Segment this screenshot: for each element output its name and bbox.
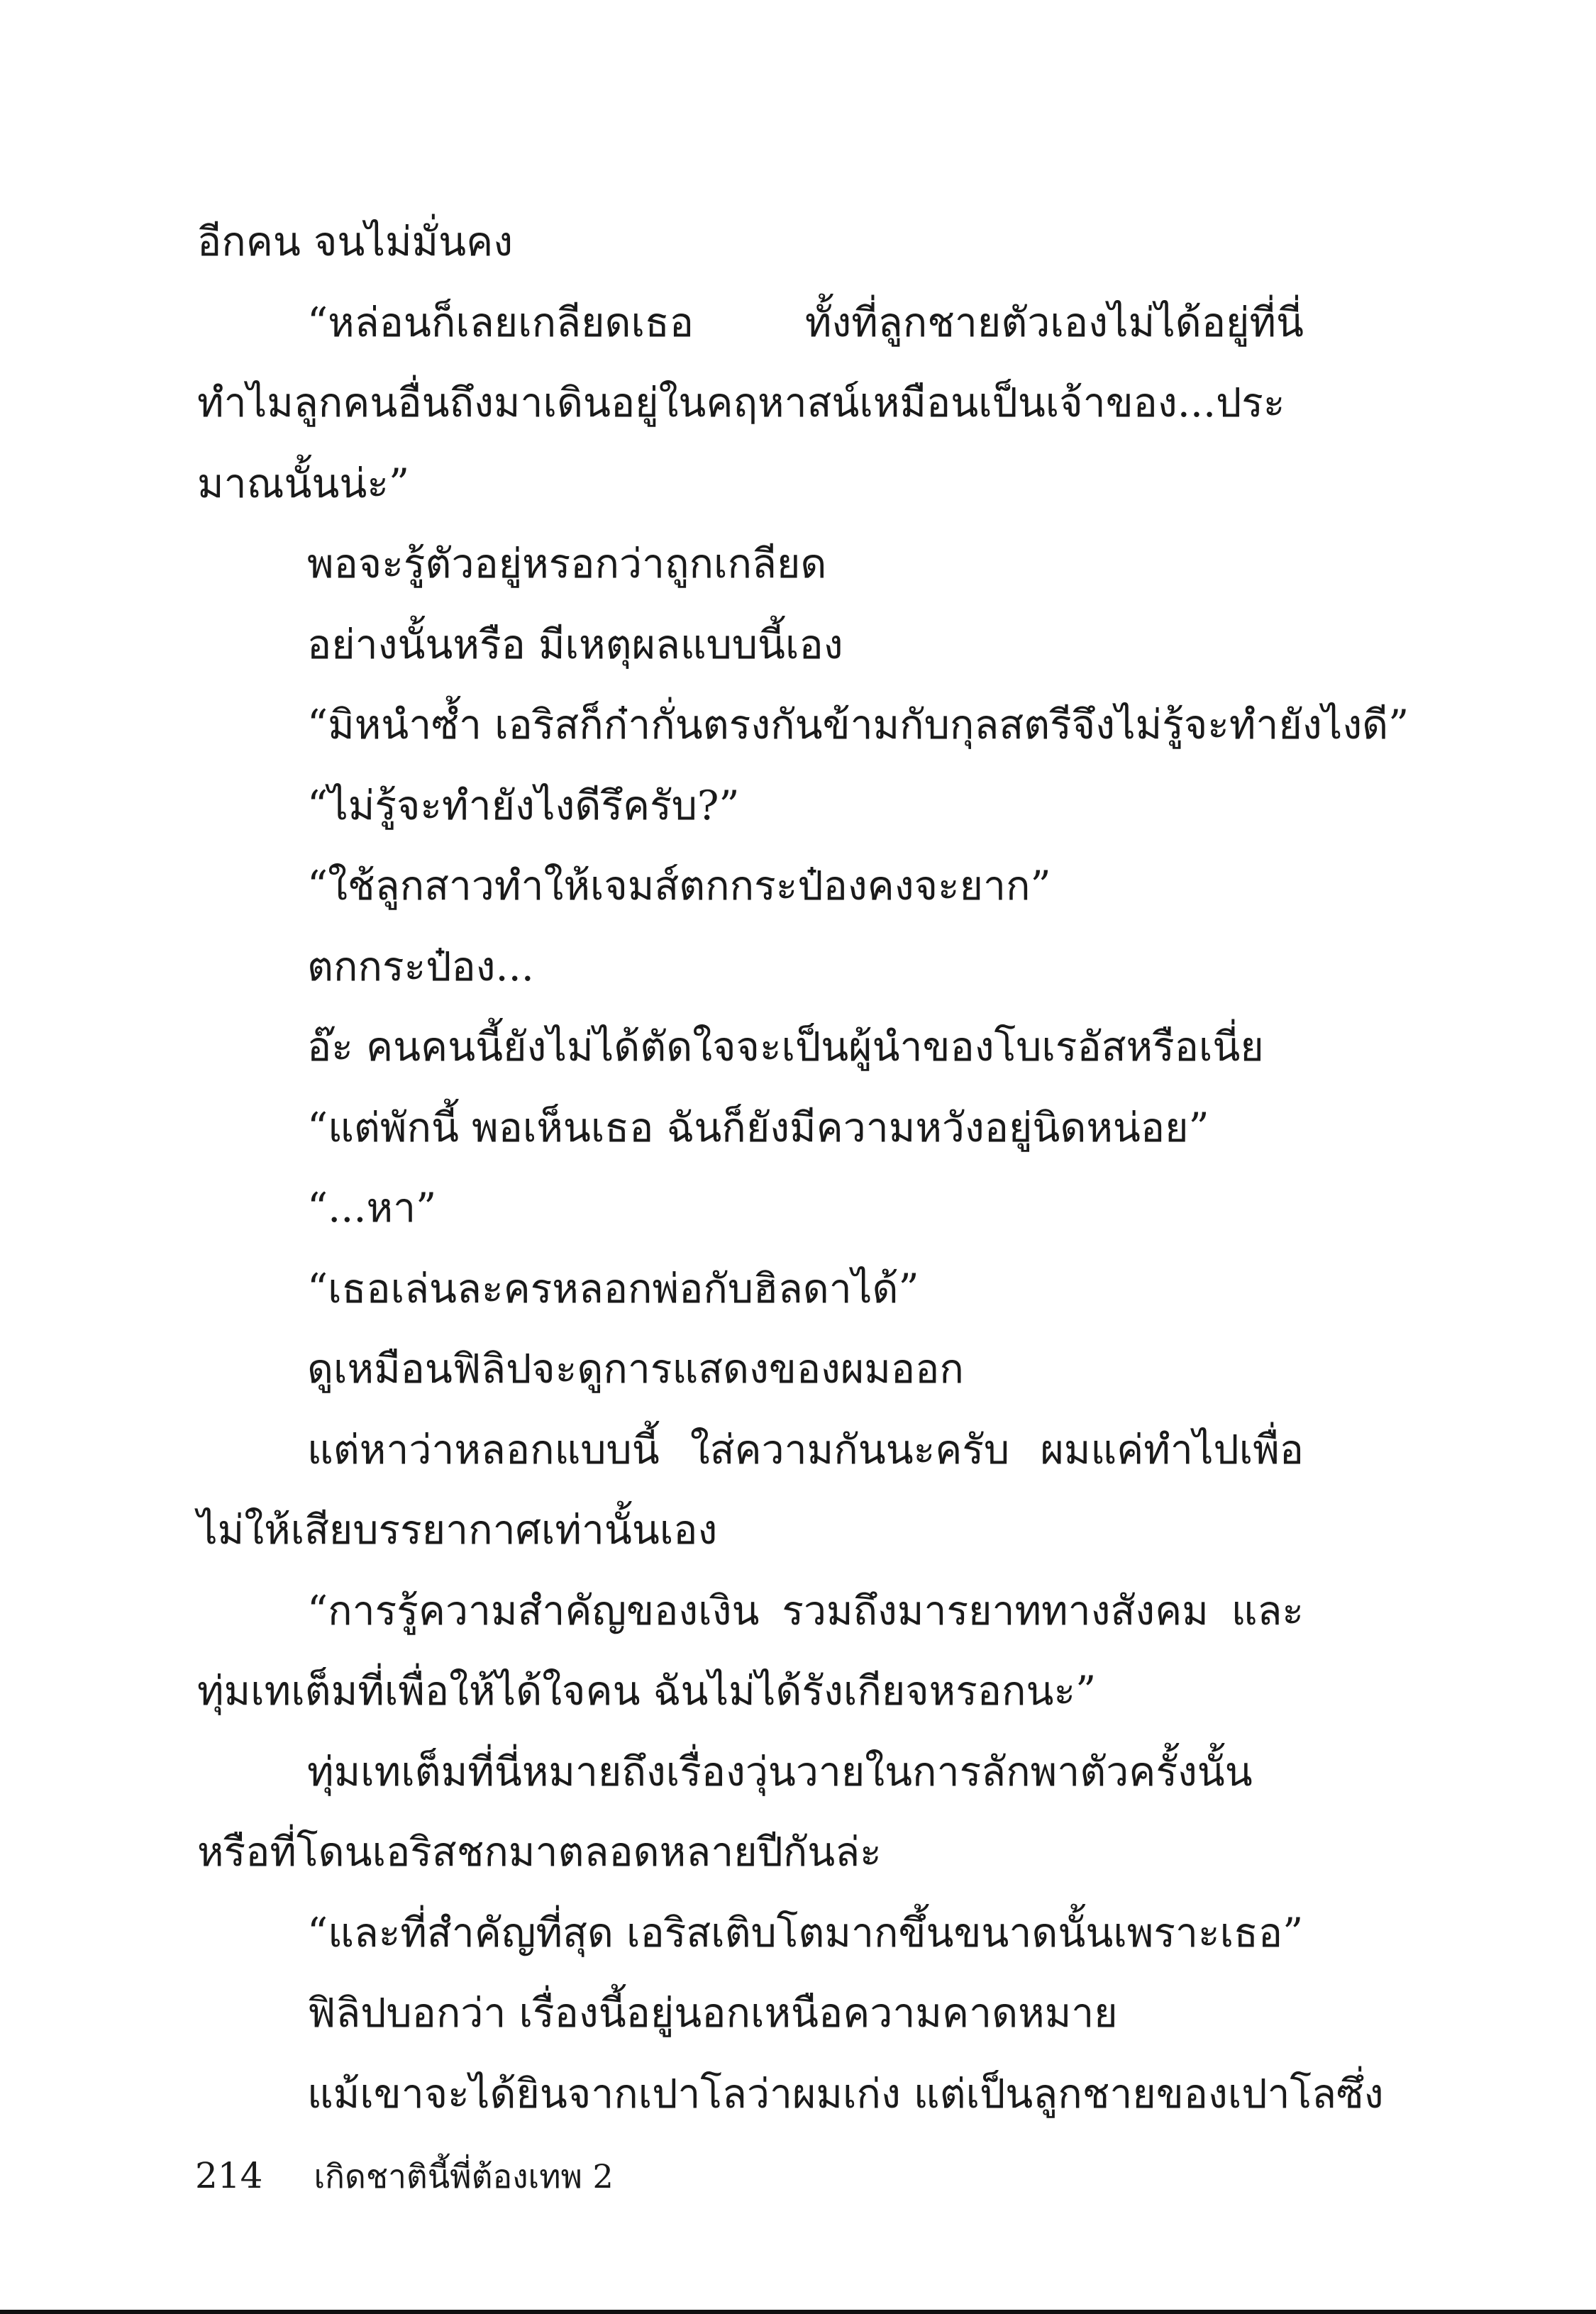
paragraph-15: “การรู้ความสำคัญของเงิน รวมถึงมารยาททางสังคม และทุ่มเทเต็มที่เพื่อให้ได้ใจคน ฉันไม่ได้รังเกียจหรอกนะ” bbox=[197, 1587, 1304, 1715]
bottom-border bbox=[0, 2310, 1596, 2314]
paragraph-3: พอจะรู้ตัวอยู่หรอกว่าถูกเกลียด bbox=[307, 541, 827, 587]
paragraph-12: “เธอเล่นละครหลอกพ่อกับฮิลดาได้” bbox=[307, 1265, 919, 1312]
page-footer bbox=[195, 2151, 614, 2201]
paragraph-13: ดูเหมือนฟิลิปจะดูการแสดงของผมออก bbox=[307, 1346, 964, 1393]
paragraph-9: อ๊ะ คนคนนี้ยังไม่ได้ตัดใจจะเป็นผู้นำของโบเรอัสหรือเนี่ย bbox=[307, 1024, 1264, 1070]
paragraph-2: “หล่อนก็เลยเกลียดเธอ ทั้งที่ลูกชายตัวเองไม่ได้อยู่ที่นี่ ทำไมลูกคนอื่นถึงมาเดินอยู่ในคฤหาสน์เหมือนเป็นเจ้าของ...ประมาณนั้นน่ะ” bbox=[197, 299, 1304, 507]
paragraph-4: อย่างนั้นหรือ มีเหตุผลแบบนี้เอง bbox=[307, 621, 843, 668]
page-number: 214 bbox=[195, 2155, 263, 2196]
paragraph-17: “และที่สำคัญที่สุด เอริสเติบโตมากขึ้นขนาดนั้นเพราะเธอ” bbox=[307, 1909, 1304, 1956]
paragraph-1: อีกคน จนไม่มั่นคง bbox=[197, 218, 514, 265]
paragraph-6: “ไม่รู้จะทำยังไงดีรึครับ?” bbox=[307, 782, 740, 829]
page-body bbox=[197, 202, 1409, 2135]
paragraph-7: “ใช้ลูกสาวทำให้เจมส์ตกกระป๋องคงจะยาก” bbox=[307, 863, 1051, 909]
running-title: เกิดชาตินี้พี่ต้องเทพ 2 bbox=[314, 2157, 614, 2196]
paragraph-8: ตกกระป๋อง... bbox=[307, 943, 534, 990]
paragraph-14: แต่หาว่าหลอกแบบนี้ ใส่ความกันนะครับ ผมแค่ทำไปเพื่อไม่ให้เสียบรรยากาศเท่านั้นเอง bbox=[197, 1426, 1304, 1554]
paragraph-16: ทุ่มเทเต็มที่นี่หมายถึงเรื่องวุ่นวายในการลักพาตัวครั้งนั้น หรือที่โดนเอริสชกมาตลอดหลายปีกันล่ะ bbox=[197, 1748, 1253, 1876]
paragraph-19: แม้เขาจะได้ยินจากเปาโลว่าผมเก่ง แต่เป็นลูกชายของเปาโลซึ่ง bbox=[307, 2070, 1384, 2118]
paragraph-5: “มิหนำซ้ำ เอริสก็ก๋ากั่นตรงกันข้ามกับกุลสตรีจึงไม่รู้จะทำยังไงดี” bbox=[307, 702, 1409, 748]
paragraph-18: ฟิลิปบอกว่า เรื่องนี้อยู่นอกเหนือความคาดหมาย bbox=[307, 1990, 1118, 2037]
paragraph-11: “...หา” bbox=[307, 1185, 437, 1231]
paragraph-10: “แต่พักนี้ พอเห็นเธอ ฉันก็ยังมีความหวังอยู่นิดหน่อย” bbox=[307, 1104, 1209, 1151]
